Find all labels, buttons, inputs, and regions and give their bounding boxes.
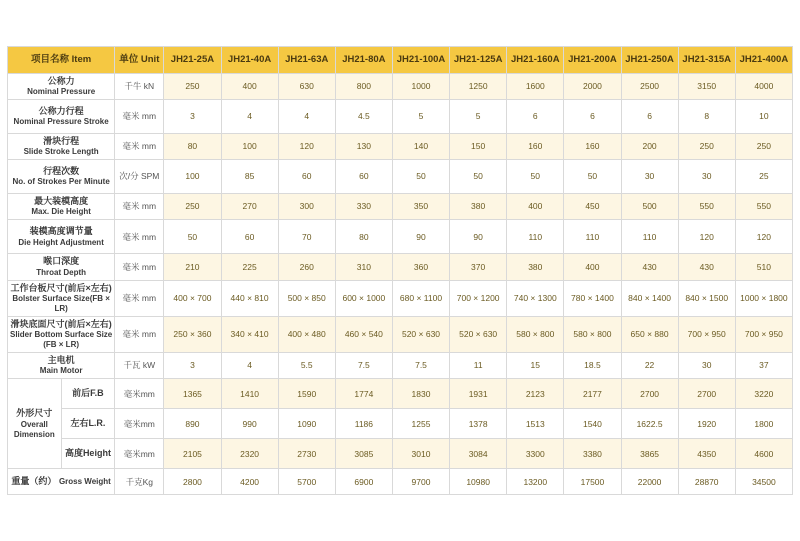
cell-value: 50: [164, 220, 221, 254]
row-label: [8, 316, 115, 352]
cell-value: 3084: [450, 439, 507, 469]
cell-value: 400: [564, 254, 621, 280]
cell-value: 60: [335, 160, 392, 194]
row-label-cn: 喉口深度: [43, 256, 80, 267]
cell-value: 110: [564, 220, 621, 254]
cell-value: 3865: [621, 439, 678, 469]
row-label-en: No. of Strokes Per Minute: [12, 177, 110, 187]
row-unit: 千瓦 kW: [115, 353, 164, 379]
table-row: [8, 133, 793, 159]
row-unit: 毫米 mm: [115, 99, 164, 133]
row-unit: 毫米 mm: [115, 220, 164, 254]
header-model-2: JH21-63A: [278, 46, 335, 73]
table-row: [8, 280, 793, 316]
cell-value: 1931: [450, 379, 507, 409]
cell-value: 440 × 810: [221, 280, 278, 316]
cell-value: 1000: [392, 73, 449, 99]
cell-value: 30: [678, 353, 735, 379]
cell-value: 680 × 1100: [392, 280, 449, 316]
cell-value: 2177: [564, 379, 621, 409]
cell-value: 800: [335, 73, 392, 99]
cell-value: 250: [678, 133, 735, 159]
table-row: [8, 220, 793, 254]
cell-value: 90: [392, 220, 449, 254]
cell-value: 1378: [450, 409, 507, 439]
cell-value: 380: [450, 194, 507, 220]
cell-value: 25: [735, 160, 792, 194]
cell-value: 550: [678, 194, 735, 220]
table-row: [8, 469, 793, 495]
cell-value: 4: [278, 99, 335, 133]
cell-value: 1410: [221, 379, 278, 409]
header-model-6: JH21-160A: [507, 46, 564, 73]
cell-value: 1830: [392, 379, 449, 409]
cell-value: 13200: [507, 469, 564, 495]
cell-value: 2730: [278, 439, 335, 469]
row-label-cn: 主电机: [47, 355, 75, 366]
cell-value: 990: [221, 409, 278, 439]
header-model-10: JH21-400A: [735, 46, 792, 73]
cell-value: 780 × 1400: [564, 280, 621, 316]
cell-value: 5700: [278, 469, 335, 495]
cell-value: 6: [507, 99, 564, 133]
specification-table: [7, 46, 793, 496]
cell-value: 3085: [335, 439, 392, 469]
cell-value: 550: [735, 194, 792, 220]
cell-value: 1090: [278, 409, 335, 439]
row-label: [8, 133, 115, 159]
row-unit: 毫米 mm: [115, 194, 164, 220]
cell-value: 250 × 360: [164, 316, 221, 352]
cell-value: 400: [507, 194, 564, 220]
cell-value: 3010: [392, 439, 449, 469]
row-label-cn: 滑块底面尺寸(前后×左右): [10, 318, 112, 329]
cell-value: 9700: [392, 469, 449, 495]
row-unit: 毫米 mm: [115, 280, 164, 316]
header-row: [8, 46, 793, 73]
cell-value: 840 × 1400: [621, 280, 678, 316]
row-label-cn: 装模高度调节量: [29, 226, 93, 237]
header-model-3: JH21-80A: [335, 46, 392, 73]
group-label-overall-dimension: [8, 379, 62, 469]
cell-value: 4: [221, 353, 278, 379]
group-label-en: Overall Dimension: [13, 419, 55, 439]
cell-value: 85: [221, 160, 278, 194]
cell-value: 400 × 700: [164, 280, 221, 316]
cell-value: 8: [678, 99, 735, 133]
cell-value: 34500: [735, 469, 792, 495]
row-unit: 毫米mm: [115, 409, 164, 439]
cell-value: 30: [678, 160, 735, 194]
cell-value: 110: [621, 220, 678, 254]
header-item: 项目名称 Item: [8, 46, 115, 73]
cell-value: 90: [450, 220, 507, 254]
cell-value: 3150: [678, 73, 735, 99]
cell-value: 15: [507, 353, 564, 379]
cell-value: 700 × 950: [735, 316, 792, 352]
cell-value: 4.5: [335, 99, 392, 133]
cell-value: 500 × 850: [278, 280, 335, 316]
row-label-en: Main Motor: [39, 366, 83, 376]
header-model-9: JH21-315A: [678, 46, 735, 73]
row-label-en: Throat Depth: [36, 267, 87, 277]
row-unit: 毫米mm: [115, 379, 164, 409]
table-row: [8, 73, 793, 99]
header-model-7: JH21-200A: [564, 46, 621, 73]
row-unit: 毫米 mm: [115, 254, 164, 280]
row-label-cn: 重量（约）: [11, 476, 57, 487]
cell-value: 600 × 1000: [335, 280, 392, 316]
cell-value: 330: [335, 194, 392, 220]
header-model-5: JH21-125A: [450, 46, 507, 73]
cell-value: 1590: [278, 379, 335, 409]
row-unit: 千牛 kN: [115, 73, 164, 99]
cell-value: 130: [335, 133, 392, 159]
row-unit: 毫米 mm: [115, 133, 164, 159]
cell-value: 2000: [564, 73, 621, 99]
cell-value: 50: [392, 160, 449, 194]
cell-value: 120: [735, 220, 792, 254]
cell-value: 10980: [450, 469, 507, 495]
row-label: [8, 73, 115, 99]
row-unit: 次/分 SPM: [115, 160, 164, 194]
cell-value: 37: [735, 353, 792, 379]
cell-value: 3: [164, 99, 221, 133]
cell-value: 310: [335, 254, 392, 280]
cell-value: 10: [735, 99, 792, 133]
cell-value: 1600: [507, 73, 564, 99]
header-unit: 单位 Unit: [115, 46, 164, 73]
table-row: [8, 379, 793, 409]
cell-value: 22: [621, 353, 678, 379]
cell-value: 3380: [564, 439, 621, 469]
cell-value: 4: [221, 99, 278, 133]
header-model-1: JH21-40A: [221, 46, 278, 73]
cell-value: 3300: [507, 439, 564, 469]
row-label-cn: 滑块行程: [43, 135, 80, 146]
cell-value: 1513: [507, 409, 564, 439]
table-row: [8, 409, 793, 439]
cell-value: 580 × 800: [507, 316, 564, 352]
row-unit: 千克Kg: [115, 469, 164, 495]
table-row: [8, 439, 793, 469]
cell-value: 200: [621, 133, 678, 159]
cell-value: 6: [621, 99, 678, 133]
cell-value: 1000 × 1800: [735, 280, 792, 316]
cell-value: 4000: [735, 73, 792, 99]
cell-value: 2320: [221, 439, 278, 469]
cell-value: 2700: [621, 379, 678, 409]
cell-value: 80: [335, 220, 392, 254]
row-label-cn: 最大装模高度: [34, 196, 89, 207]
cell-value: 18.5: [564, 353, 621, 379]
row-label: [8, 160, 115, 194]
cell-value: 400: [221, 73, 278, 99]
cell-value: 840 × 1500: [678, 280, 735, 316]
cell-value: 300: [278, 194, 335, 220]
cell-value: 6: [564, 99, 621, 133]
row-label-en: Nominal Pressure Stroke: [13, 117, 109, 126]
row-label-cn: 工作台板尺寸(前后×左右): [10, 282, 112, 293]
cell-value: 4200: [221, 469, 278, 495]
cell-value: 11: [450, 353, 507, 379]
cell-value: 225: [221, 254, 278, 280]
cell-value: 630: [278, 73, 335, 99]
subrow-label: 高度Height: [61, 439, 115, 469]
header-model-0: JH21-25A: [164, 46, 221, 73]
header-model-4: JH21-100A: [392, 46, 449, 73]
cell-value: 70: [278, 220, 335, 254]
row-unit: 毫米mm: [115, 439, 164, 469]
cell-value: 520 × 630: [450, 316, 507, 352]
header-model-8: JH21-250A: [621, 46, 678, 73]
cell-value: 380: [507, 254, 564, 280]
cell-value: 2105: [164, 439, 221, 469]
cell-value: 50: [564, 160, 621, 194]
cell-value: 50: [450, 160, 507, 194]
cell-value: 250: [164, 73, 221, 99]
table-row: [8, 353, 793, 379]
cell-value: 250: [735, 133, 792, 159]
cell-value: 1365: [164, 379, 221, 409]
cell-value: 160: [507, 133, 564, 159]
cell-value: 1255: [392, 409, 449, 439]
row-label: [8, 194, 115, 220]
row-label: [8, 353, 115, 379]
cell-value: 22000: [621, 469, 678, 495]
cell-value: 80: [164, 133, 221, 159]
cell-value: 430: [621, 254, 678, 280]
cell-value: 7.5: [335, 353, 392, 379]
cell-value: 100: [221, 133, 278, 159]
cell-value: 30: [621, 160, 678, 194]
table-row: [8, 254, 793, 280]
table-row: [8, 99, 793, 133]
row-label-cn: 行程次数: [43, 166, 80, 176]
cell-value: 510: [735, 254, 792, 280]
cell-value: 740 × 1300: [507, 280, 564, 316]
cell-value: 450: [564, 194, 621, 220]
row-label-en: Gross Weight: [58, 477, 111, 487]
cell-value: 4600: [735, 439, 792, 469]
cell-value: 460 × 540: [335, 316, 392, 352]
cell-value: 520 × 630: [392, 316, 449, 352]
cell-value: 5: [392, 99, 449, 133]
cell-value: 50: [507, 160, 564, 194]
cell-value: 1800: [735, 409, 792, 439]
cell-value: 340 × 410: [221, 316, 278, 352]
cell-value: 1920: [678, 409, 735, 439]
cell-value: 5.5: [278, 353, 335, 379]
cell-value: 1250: [450, 73, 507, 99]
row-label: [8, 220, 115, 254]
cell-value: 270: [221, 194, 278, 220]
cell-value: 3: [164, 353, 221, 379]
table-row: [8, 316, 793, 352]
cell-value: 110: [507, 220, 564, 254]
cell-value: 120: [678, 220, 735, 254]
cell-value: 1774: [335, 379, 392, 409]
table-row: [8, 194, 793, 220]
cell-value: 650 × 880: [621, 316, 678, 352]
table-body: [8, 73, 793, 495]
row-label-cn: 公称力: [47, 75, 75, 86]
cell-value: 150: [450, 133, 507, 159]
cell-value: 260: [278, 254, 335, 280]
table-row: [8, 160, 793, 194]
cell-value: 400 × 480: [278, 316, 335, 352]
row-label-cn: 公称力行程: [38, 105, 84, 116]
row-label: [8, 280, 115, 316]
row-label: [8, 99, 115, 133]
cell-value: 210: [164, 254, 221, 280]
cell-value: 1540: [564, 409, 621, 439]
subrow-label: 前后F.B: [61, 379, 115, 409]
cell-value: 120: [278, 133, 335, 159]
cell-value: 700 × 1200: [450, 280, 507, 316]
row-label-en: Nominal Pressure: [27, 86, 96, 96]
cell-value: 500: [621, 194, 678, 220]
cell-value: 580 × 800: [564, 316, 621, 352]
cell-value: 2123: [507, 379, 564, 409]
row-label-en: Slide Stroke Length: [23, 147, 99, 157]
cell-value: 3220: [735, 379, 792, 409]
cell-value: 2500: [621, 73, 678, 99]
cell-value: 2700: [678, 379, 735, 409]
group-label-cn: 外形尺寸: [16, 408, 53, 419]
cell-value: 890: [164, 409, 221, 439]
row-label-en: Bolster Surface Size(FB × LR): [12, 293, 110, 313]
row-label-en: Slider Bottom Surface Size (FB × LR): [10, 330, 113, 350]
cell-value: 60: [221, 220, 278, 254]
row-label-en: Die Height Adjustment: [18, 237, 104, 247]
cell-value: 430: [678, 254, 735, 280]
cell-value: 1622.5: [621, 409, 678, 439]
cell-value: 17500: [564, 469, 621, 495]
cell-value: 370: [450, 254, 507, 280]
cell-value: 2800: [164, 469, 221, 495]
row-label-en: Max. Die Height: [31, 207, 91, 217]
cell-value: 6900: [335, 469, 392, 495]
subrow-label: 左右L.R.: [61, 409, 115, 439]
cell-value: 100: [164, 160, 221, 194]
cell-value: 160: [564, 133, 621, 159]
cell-value: 250: [164, 194, 221, 220]
row-label: [8, 469, 115, 495]
cell-value: 7.5: [392, 353, 449, 379]
cell-value: 140: [392, 133, 449, 159]
row-label: [8, 254, 115, 280]
cell-value: 5: [450, 99, 507, 133]
cell-value: 1186: [335, 409, 392, 439]
cell-value: 700 × 950: [678, 316, 735, 352]
cell-value: 4350: [678, 439, 735, 469]
cell-value: 28870: [678, 469, 735, 495]
table-header: [8, 46, 793, 73]
row-unit: 毫米 mm: [115, 316, 164, 352]
cell-value: 360: [392, 254, 449, 280]
cell-value: 60: [278, 160, 335, 194]
cell-value: 350: [392, 194, 449, 220]
